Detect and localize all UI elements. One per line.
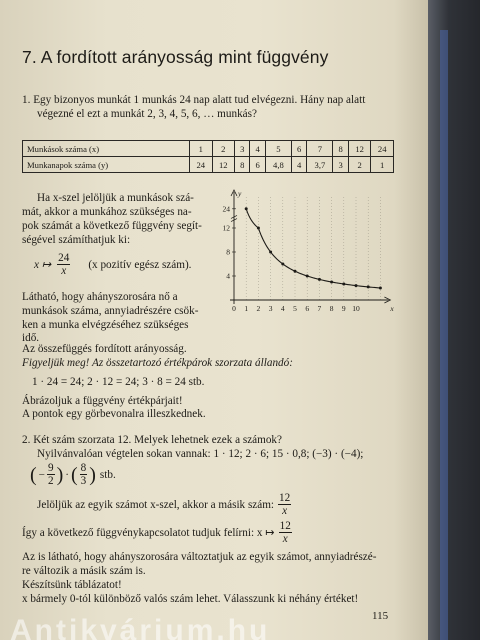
problem2-line4: [37, 492, 291, 517]
y-tick-label: 24: [222, 204, 230, 214]
table-cell: 5: [265, 141, 291, 157]
formula-note: (x pozitív egész szám).: [88, 258, 192, 271]
table-cell: 1: [190, 141, 213, 157]
data-point: [330, 281, 333, 284]
table-cell: 1: [371, 157, 394, 173]
workers-table: [22, 140, 394, 173]
table-cell: 4: [250, 141, 265, 157]
problem2-line: x bármely 0-tól különböző valós szám lehet. Válasszunk ki néhány értéket!: [22, 593, 359, 605]
fraction-denominator: x: [282, 533, 288, 545]
x-tick-label: 9: [341, 304, 346, 313]
para-line: Látható, hogy ahányszorosára nő a: [22, 291, 178, 303]
problem2-fractions: [30, 462, 116, 487]
data-point: [355, 284, 358, 287]
y-tick-label: 4: [226, 271, 230, 281]
graph-points: [245, 207, 382, 289]
watermark: Antikvárium.hu: [10, 614, 271, 640]
minus-sign: −: [38, 468, 45, 481]
paren: ): [56, 463, 64, 486]
fraction: [278, 492, 291, 517]
problem2-line: 2. Két szám szorzata 12. Melyek lehetnek ezek a számok?: [22, 434, 282, 446]
x-tick-label: 1: [244, 304, 249, 313]
formula-24-over-x: [34, 252, 191, 277]
table-cell: 3: [333, 157, 348, 173]
fraction: [80, 462, 88, 487]
table-cell: 12: [348, 141, 371, 157]
x-tick-label: 2: [256, 304, 261, 313]
table-cell: 24: [190, 157, 213, 173]
para-line: Ha x-szel jelöljük a munkások szá-: [37, 192, 194, 204]
data-point: [367, 285, 370, 288]
y-axis-label: y: [238, 189, 242, 198]
para-line: Az összefüggés fordított arányosság.: [22, 343, 187, 355]
problem2-line: Nyilvánvalóan végtelen sokan vannak: 1 · 12; 2 · 6; 15 · 0,8; (−3) · (−4);: [37, 448, 364, 460]
section-title: 7. A fordított arányosság mint függvény: [22, 47, 329, 67]
table-cell: 8: [235, 157, 250, 173]
para-line: Figyeljük meg! Az összetartozó értékpárok szorzata állandó:: [22, 357, 293, 369]
fraction-numerator: 9: [47, 462, 54, 474]
data-point: [257, 227, 260, 230]
fraction: [279, 520, 292, 545]
paren: ): [89, 463, 96, 486]
table-cell: 12: [212, 157, 235, 173]
products-line: 1 · 24 = 24; 2 · 12 = 24; 3 · 8 = 24 stb.: [32, 376, 205, 388]
para-line: ségével számíthatjuk ki:: [22, 234, 131, 246]
data-point: [269, 251, 272, 254]
table-cell: 6: [250, 157, 265, 173]
book-edge: [428, 0, 480, 640]
problem2-line: re változik a másik szám is.: [22, 565, 146, 577]
data-point: [342, 282, 345, 285]
fraction: [57, 252, 70, 277]
page-number: 115: [372, 610, 389, 622]
paren: (: [30, 463, 37, 486]
data-point: [318, 278, 321, 281]
x-tick-label: 5: [293, 304, 297, 313]
x-tick-label: 3: [268, 304, 273, 313]
table-cell: 24: [371, 141, 394, 157]
x-tick-label: 10: [352, 304, 360, 313]
x-tick-label: 7: [317, 304, 322, 313]
para-line: ken a munka elvégzéséhez szükséges: [22, 319, 189, 331]
paren: (: [70, 463, 78, 486]
table-cell: 3,7: [307, 157, 333, 173]
x-axis-label: x: [390, 304, 394, 313]
data-point: [245, 207, 248, 210]
fraction-denominator: x: [61, 265, 67, 277]
x-tick-label: 6: [305, 304, 310, 313]
fraction-numerator: 12: [279, 492, 291, 504]
table-cell: 8: [333, 141, 348, 157]
table-row: [23, 141, 394, 157]
fraction-denominator: 3: [80, 475, 87, 487]
graph-grid: [246, 196, 380, 300]
fraction-denominator: x: [282, 505, 288, 517]
table-row-label: Munkások száma (x): [23, 141, 190, 157]
table-row: [23, 157, 394, 173]
data-point: [281, 263, 284, 266]
table-cell: 7: [307, 141, 333, 157]
dot: ·: [65, 468, 69, 481]
para-line: A pontok egy görbevonalra illeszkednek.: [22, 408, 206, 420]
problem1-line2: végezné el ezt a munkát 2, 3, 4, 5, 6, … munkás?: [37, 108, 257, 120]
data-point: [379, 287, 382, 290]
table-cell: 2: [348, 157, 371, 173]
para-line: idő.: [22, 332, 40, 344]
fraction-numerator: 8: [80, 462, 87, 474]
x-tick-label: 4: [280, 304, 285, 313]
y-tick-label: 12: [222, 223, 230, 233]
problem2-text: Így a következő függvénykapcsolatot tudjuk felírni: x ↦: [22, 526, 275, 539]
problem2-text: Jelöljük az egyik számot x-szel, akkor a másik szám:: [37, 498, 275, 511]
inverse-proportion-graph: [222, 188, 394, 320]
table-cell: 6: [291, 141, 306, 157]
problem2-line: Készítsünk táblázatot!: [22, 579, 122, 591]
table-cell: 2: [212, 141, 235, 157]
formula-left: x ↦: [34, 258, 52, 271]
fraction-denominator: 2: [47, 475, 54, 487]
table-cell: 4: [291, 157, 306, 173]
graph-curve: [246, 209, 380, 288]
table-row-label: Munkanapok száma (y): [23, 157, 190, 173]
y-tick-label: 8: [226, 247, 230, 257]
fraction: [47, 462, 55, 487]
problem2-line: Az is látható, hogy ahányszorosára változtatjuk az egyik számot, annyiadrészé-: [22, 551, 377, 563]
data-point: [306, 275, 309, 278]
problem2-line5: [22, 520, 292, 545]
table-cell: 4,8: [265, 157, 291, 173]
table-cell: 3: [235, 141, 250, 157]
x-tick-label: 0: [232, 304, 236, 313]
fraction-numerator: 24: [58, 252, 70, 264]
fraction-numerator: 12: [279, 520, 291, 532]
problem1-line1: 1. Egy bizonyos munkát 1 munkás 24 nap alatt tud elvégezni. Hány nap alatt: [22, 94, 366, 106]
para-line: Ábrázoljuk a függvény értékpárjait!: [22, 395, 183, 407]
para-line: pok számát a következő függvény segít-: [22, 220, 202, 232]
para-line: mát, akkor a munkához szükséges na-: [22, 206, 192, 218]
x-tick-label: 8: [329, 304, 334, 313]
data-point: [294, 270, 297, 273]
stb-text: stb.: [99, 468, 116, 481]
para-line: munkások száma, annyiadrészére csök-: [22, 305, 199, 317]
